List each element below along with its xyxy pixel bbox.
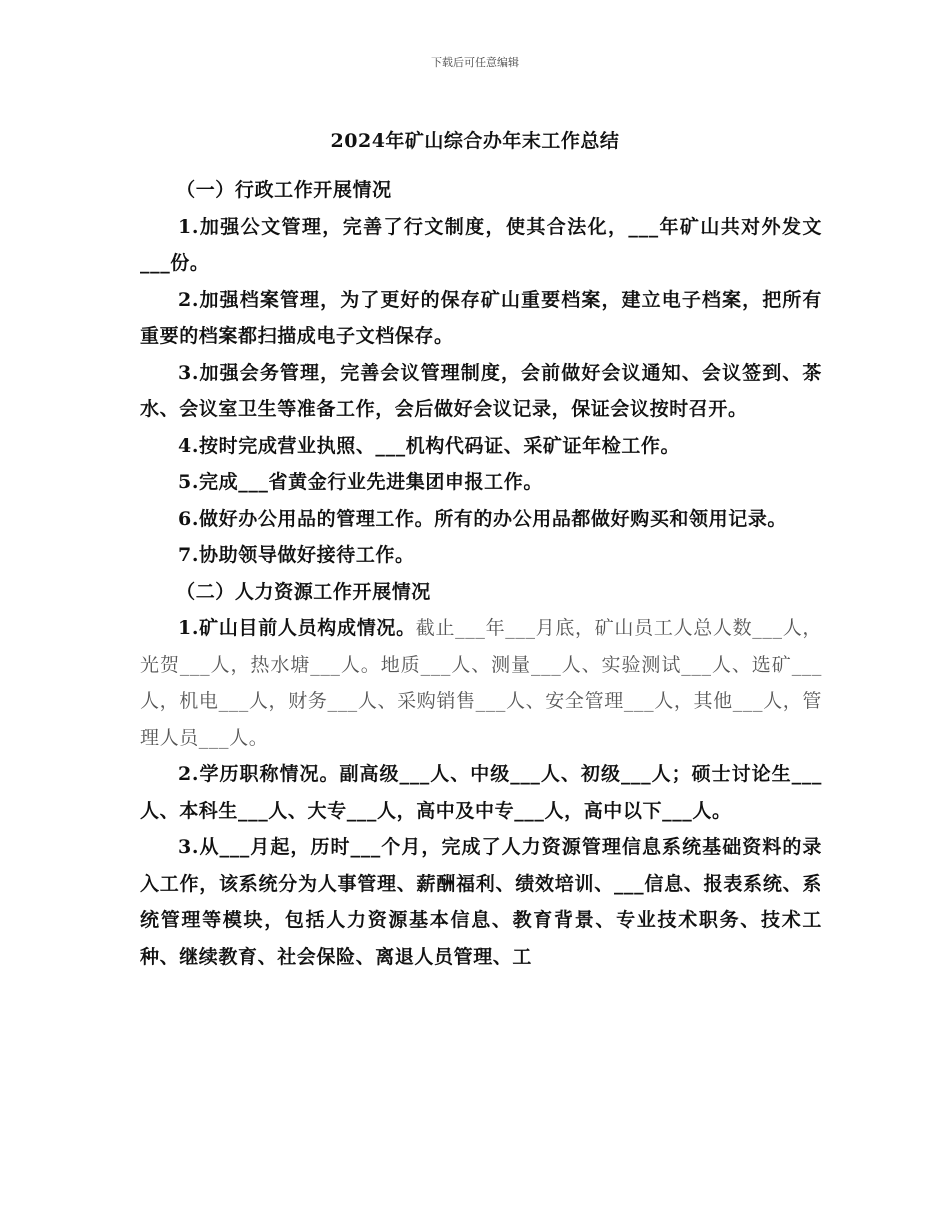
hr-item-1-lead: 1.矿山目前人员构成情况。 <box>178 617 416 639</box>
admin-item-1: 1.加强公文管理，完善了行文制度，使其合法化，___年矿山共对外发文___份。 <box>140 215 822 274</box>
header-note: 下载后可任意编辑 <box>431 56 519 69</box>
admin-item-7: 7.协助领导做好接待工作。 <box>178 544 415 566</box>
admin-item-6: 6.做好办公用品的管理工作。所有的办公用品都做好购买和领用记录。 <box>178 507 788 530</box>
section-heading-admin: （一）行政工作开展情况 <box>176 179 392 201</box>
hr-item-1-detail: 截止___年___月底，矿山员工人总人数___人，光贺___人，热水塘___人。地质___人、测量___人、实验测试___人、选矿___人，机电___人，财务___人、采购销售___人、安全管理___人，其他___人，管理人员___人。 <box>140 617 822 749</box>
document-body <box>140 172 822 975</box>
hr-item-2: 2.学历职称情况。副高级___人、中级___人、初级___人；硕士讨论生___人、本科生___人、大专___人，高中及中专___人，高中以下___人。 <box>140 763 822 822</box>
admin-item-4: 4.按时完成营业执照、___机构代码证、采矿证年检工作。 <box>178 434 681 457</box>
section-heading-hr: （二）人力资源工作开展情况 <box>176 580 431 603</box>
hr-item-1 <box>140 610 822 756</box>
admin-item-2: 2.加强档案管理，为了更好的保存矿山重要档案，建立电子档案，把所有重要的档案都扫描成电子文档保存。 <box>140 288 822 347</box>
admin-item-5: 5.完成___省黄金行业先进集团申报工作。 <box>178 471 543 493</box>
document-title: 2024年矿山综合办年末工作总结 <box>330 130 620 152</box>
admin-item-3: 3.加强会务管理，完善会议管理制度，会前做好会议通知、会议签到、茶水、会议室卫生等准备工作，会后做好会议记录，保证会议按时召开。 <box>140 361 822 420</box>
hr-item-3: 3.从___月起，历时___个月，完成了人力资源管理信息系统基础资料的录入工作，该系统分为人事管理、薪酬福利、绩效培训、___信息、报表系统、系统管理等模块，包括人力资源基本信息、教育背景、专业技术职务、技术工种、继续教育、社会保险、离退人员管理、工 <box>140 836 822 968</box>
